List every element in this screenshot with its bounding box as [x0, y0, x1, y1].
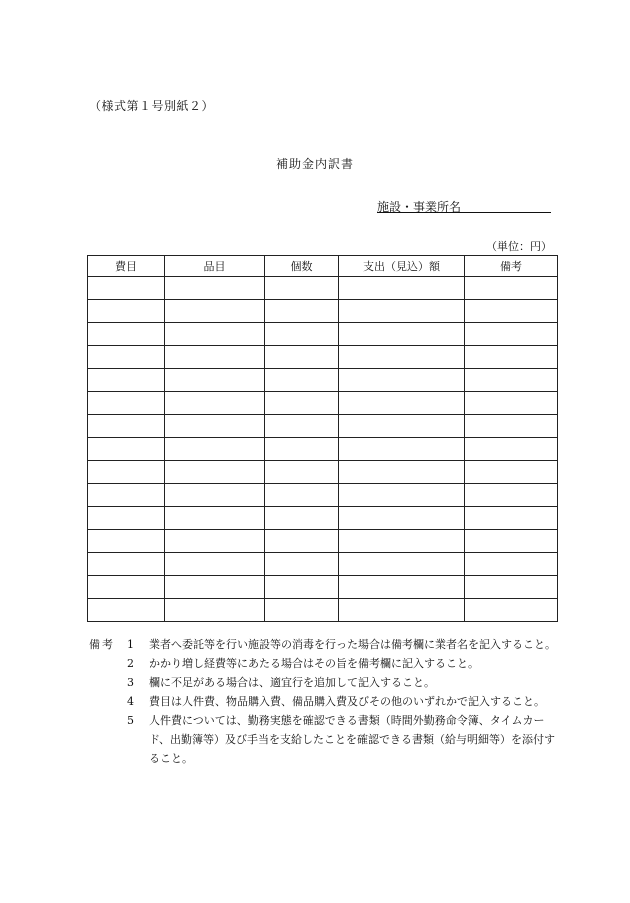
note-number: 4	[127, 695, 134, 708]
header-quantity: 個数	[265, 256, 339, 277]
table-row	[88, 277, 558, 300]
table-cell[interactable]	[165, 438, 265, 461]
document-title: 補助金内訳書	[275, 157, 354, 171]
table-cell[interactable]	[88, 507, 165, 530]
unit-label: （単位：円）	[486, 240, 552, 253]
table-cell[interactable]	[339, 346, 465, 369]
table-row	[88, 300, 558, 323]
table-cell[interactable]	[465, 346, 558, 369]
table-cell[interactable]	[265, 461, 339, 484]
table-cell[interactable]	[465, 507, 558, 530]
table-cell[interactable]	[339, 369, 465, 392]
header-product: 品目	[165, 256, 265, 277]
table-cell[interactable]	[165, 415, 265, 438]
expense-table	[87, 255, 558, 622]
table-row	[88, 576, 558, 599]
table-cell[interactable]	[339, 415, 465, 438]
note-item	[89, 654, 559, 673]
table-cell[interactable]	[465, 300, 558, 323]
table-row	[88, 599, 558, 622]
table-cell[interactable]	[265, 346, 339, 369]
table-body	[88, 277, 558, 622]
table-cell[interactable]	[165, 599, 265, 622]
table-row	[88, 507, 558, 530]
table-cell[interactable]	[88, 346, 165, 369]
table-cell[interactable]	[465, 599, 558, 622]
table-cell[interactable]	[165, 461, 265, 484]
header-remarks: 備考	[465, 256, 558, 277]
table-cell[interactable]	[88, 323, 165, 346]
table-cell[interactable]	[339, 277, 465, 300]
note-item	[89, 692, 559, 711]
table-row	[88, 323, 558, 346]
table-cell[interactable]	[88, 369, 165, 392]
note-number: 5	[127, 714, 134, 727]
table-cell[interactable]	[265, 484, 339, 507]
table-cell[interactable]	[265, 599, 339, 622]
note-number: 1	[127, 638, 134, 651]
table-cell[interactable]	[465, 484, 558, 507]
table-cell[interactable]	[265, 507, 339, 530]
table-cell[interactable]	[88, 392, 165, 415]
table-cell[interactable]	[465, 461, 558, 484]
table-cell[interactable]	[465, 553, 558, 576]
table-cell[interactable]	[339, 553, 465, 576]
table-cell[interactable]	[265, 369, 339, 392]
note-text: 人件費については、勤務実態を確認できる書類（時間外勤務命令簿、タイムカード、出勤簿等）及び手当を支給したことを確認できる書類（給与明細等）を添付すること。	[149, 714, 556, 765]
table-cell[interactable]	[265, 277, 339, 300]
table-cell[interactable]	[265, 530, 339, 553]
header-expense-item: 費目	[88, 256, 165, 277]
table-cell[interactable]	[465, 323, 558, 346]
table-row	[88, 530, 558, 553]
table-cell[interactable]	[265, 415, 339, 438]
table-cell[interactable]	[265, 300, 339, 323]
table-cell[interactable]	[165, 530, 265, 553]
table-cell[interactable]	[339, 300, 465, 323]
table-cell[interactable]	[465, 369, 558, 392]
table-cell[interactable]	[465, 392, 558, 415]
table-cell[interactable]	[88, 484, 165, 507]
header-amount: 支出（見込）額	[339, 256, 465, 277]
table-cell[interactable]	[265, 553, 339, 576]
table-cell[interactable]	[165, 576, 265, 599]
table-cell[interactable]	[465, 438, 558, 461]
table-cell[interactable]	[88, 576, 165, 599]
note-item	[89, 711, 559, 768]
table-cell[interactable]	[339, 484, 465, 507]
table-cell[interactable]	[465, 576, 558, 599]
table-cell[interactable]	[339, 323, 465, 346]
notes-heading: 備考	[89, 638, 115, 651]
table-cell[interactable]	[165, 277, 265, 300]
table-cell[interactable]	[88, 438, 165, 461]
table-cell[interactable]	[88, 415, 165, 438]
table-cell[interactable]	[165, 346, 265, 369]
table-cell[interactable]	[339, 438, 465, 461]
table-cell[interactable]	[165, 369, 265, 392]
table-cell[interactable]	[88, 530, 165, 553]
table-cell[interactable]	[465, 415, 558, 438]
table-cell[interactable]	[339, 461, 465, 484]
note-text: 業者へ委託等を行い施設等の消毒を行った場合は備考欄に業者名を記入すること。	[149, 638, 556, 651]
table-row	[88, 438, 558, 461]
table-cell[interactable]	[465, 277, 558, 300]
table-header-row	[88, 256, 558, 277]
table-cell[interactable]	[165, 323, 265, 346]
table-row	[88, 484, 558, 507]
table-cell[interactable]	[88, 461, 165, 484]
table-cell[interactable]	[165, 392, 265, 415]
table-cell[interactable]	[265, 438, 339, 461]
table-row	[88, 415, 558, 438]
note-item	[89, 635, 559, 654]
table-row	[88, 461, 558, 484]
table-cell[interactable]	[165, 507, 265, 530]
facility-name-field[interactable]	[377, 198, 551, 213]
table-cell[interactable]	[465, 530, 558, 553]
table-cell[interactable]	[88, 277, 165, 300]
table-cell[interactable]	[339, 507, 465, 530]
table-cell[interactable]	[265, 323, 339, 346]
table-row	[88, 346, 558, 369]
table-cell[interactable]	[165, 553, 265, 576]
table-cell[interactable]	[165, 300, 265, 323]
note-item	[89, 673, 559, 692]
note-text: 欄に不足がある場合は、適宜行を追加して記入すること。	[149, 676, 435, 689]
table-cell[interactable]	[339, 576, 465, 599]
table-cell[interactable]	[339, 530, 465, 553]
form-label: （様式第１号別紙２）	[89, 99, 215, 113]
table-cell[interactable]	[339, 599, 465, 622]
table-cell[interactable]	[165, 484, 265, 507]
table-cell[interactable]	[88, 553, 165, 576]
note-number: 2	[127, 657, 134, 670]
facility-name-label: 施設・事業所名	[377, 200, 462, 214]
note-text: 費目は人件費、物品購入費、備品購入費及びその他のいずれかで記入すること。	[149, 695, 545, 708]
table-cell[interactable]	[88, 599, 165, 622]
table-cell[interactable]	[88, 300, 165, 323]
table-row	[88, 392, 558, 415]
notes-section	[89, 635, 559, 768]
table-cell[interactable]	[265, 576, 339, 599]
table-cell[interactable]	[265, 392, 339, 415]
table-row	[88, 369, 558, 392]
table-cell[interactable]	[339, 392, 465, 415]
table-row	[88, 553, 558, 576]
note-number: 3	[127, 676, 134, 689]
note-text: かかり増し経費等にあたる場合はその旨を備考欄に記入すること。	[149, 657, 479, 670]
